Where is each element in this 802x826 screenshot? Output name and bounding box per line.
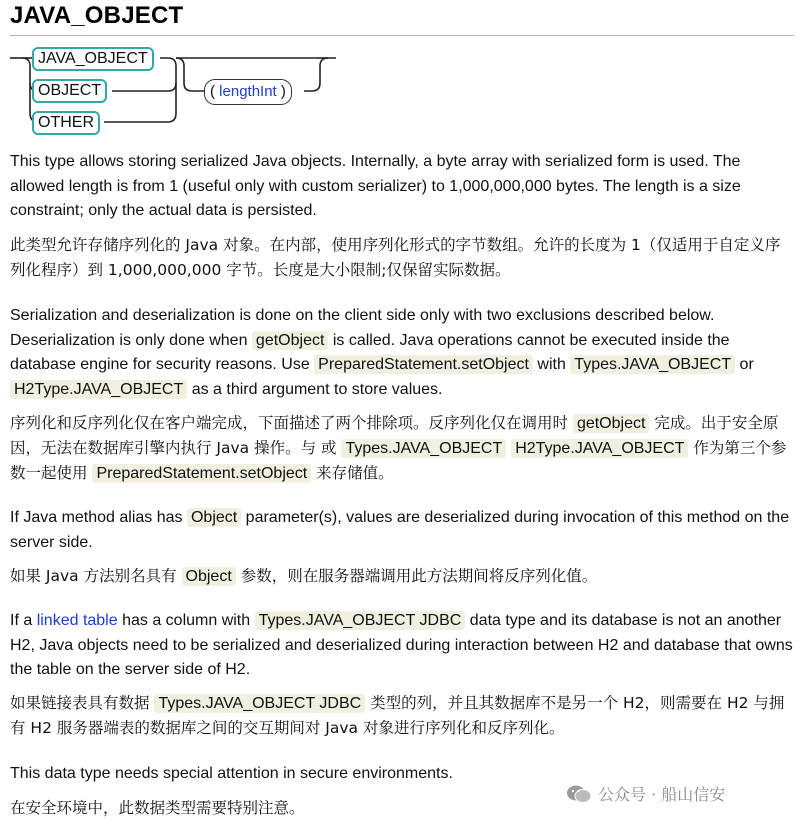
text-run: parameter(s), values are deserialized during invocation of this method on the server side. [10,509,790,551]
option-object: OBJECT [32,79,107,103]
length-param [204,79,292,105]
text-run: with [532,356,571,373]
serialization-paragraph-zh [10,411,794,486]
text-run: 完成。出于安全原因，无法在数据库引擎内执行 Java 操作。与 或 [10,414,779,457]
watermark-text: 公众号 · 船山信安 [598,785,726,804]
text-run: is called. Java operations cannot be executed inside the database engine for security reasons. Use [10,331,730,373]
wechat-icon [566,784,592,804]
code-preparedstatement-setobject: PreparedStatement.setObject [92,464,311,483]
option-java-object: JAVA_OBJECT [32,47,154,71]
param-close-paren: ) [280,83,286,100]
code-types-java-object-jdbc: Types.JAVA_OBJECT JDBC [154,694,365,713]
code-object: Object [187,508,241,527]
text-run: 如果 Java 方法别名具有 [10,567,182,585]
text-run: If a [10,612,37,629]
text-run: or [735,356,754,373]
description-paragraph [10,150,794,224]
text-run: 类型的列，并且其数据库不是另一个 H2，则需要在 H2 与拥有 H2 服务器端表的数据库之间的交互期间对 Java 对象进行序列化和反序列化。 [10,694,785,737]
text-run: data type and its database is not an another H2, Java objects need to be serialized and deserialized during interaction between H2 and database that owns the table on the server side of H2. [10,612,793,678]
code-types-java-object-jdbc: Types.JAVA_OBJECT JDBC [255,611,466,630]
linked-table-paragraph [10,609,794,683]
option-other: OTHER [32,111,100,135]
description-paragraph-zh [10,233,794,283]
code-object: Object [182,567,236,586]
code-h2type-java-object: H2Type.JAVA_OBJECT [511,439,688,458]
code-types-java-object: Types.JAVA_OBJECT [570,355,735,374]
code-preparedstatement-setobject: PreparedStatement.setObject [314,355,533,374]
linked-table-paragraph-zh [10,691,794,741]
text-run: 序列化和反序列化仅在客户端完成，下面描述了两个排除项。反序列化仅在调用时 [10,414,573,432]
page-title: JAVA_OBJECT [10,2,184,29]
security-note-text-zh: 在安全环境中，此数据类型需要特别注意。 [10,799,305,817]
security-note-text: This data type needs special attention in secure environments. [10,765,453,782]
serialization-paragraph [10,304,794,402]
text-run: as a third argument to store values. [187,380,443,398]
method-alias-paragraph [10,506,794,555]
title-divider [10,35,794,36]
length-int-arg: lengthInt [219,83,277,100]
code-getobject: getObject [252,331,328,350]
description-text-zh: 此类型允许存储序列化的 Java 对象。在内部，使用序列化形式的字节数组。允许的长度为 1（仅适用于自定义序列化程序）到 1,000,000,000 字节。长度是大小限制;仅保留实际数据。 [10,236,781,279]
code-types-java-object: Types.JAVA_OBJECT [341,439,506,458]
text-run: 作为第三个参数一起使用 [10,439,787,482]
param-open-paren: ( [210,83,215,100]
text-run: If Java method alias has [10,509,187,526]
watermark [566,782,725,805]
text-run: 参数，则在服务器端调用此方法期间将反序列化值。 [235,567,598,585]
code-h2type-java-object: H2Type.JAVA_OBJECT [10,380,187,399]
text-run: 来存储值。 [311,464,394,482]
railroad-diagram [0,40,340,140]
text-run: Serialization and deserialization is done on the client side only with two exclusions described below. Deserialization is only done when [10,307,715,349]
linked-table-link[interactable]: linked table [36,612,118,629]
method-alias-paragraph-zh [10,564,794,589]
text-run: 如果链接表具有数据 [10,694,155,712]
description-text: This type allows storing serialized Java objects. Internally, a byte array with serialized form is used. The allowed length is from 1 (useful only with custom serializer) to 1,000,000,000 bytes. The length is a size constraint; only the actual data is persisted. [10,153,741,219]
code-getobject: getObject [573,414,649,433]
text-run: has a column with [117,612,255,629]
